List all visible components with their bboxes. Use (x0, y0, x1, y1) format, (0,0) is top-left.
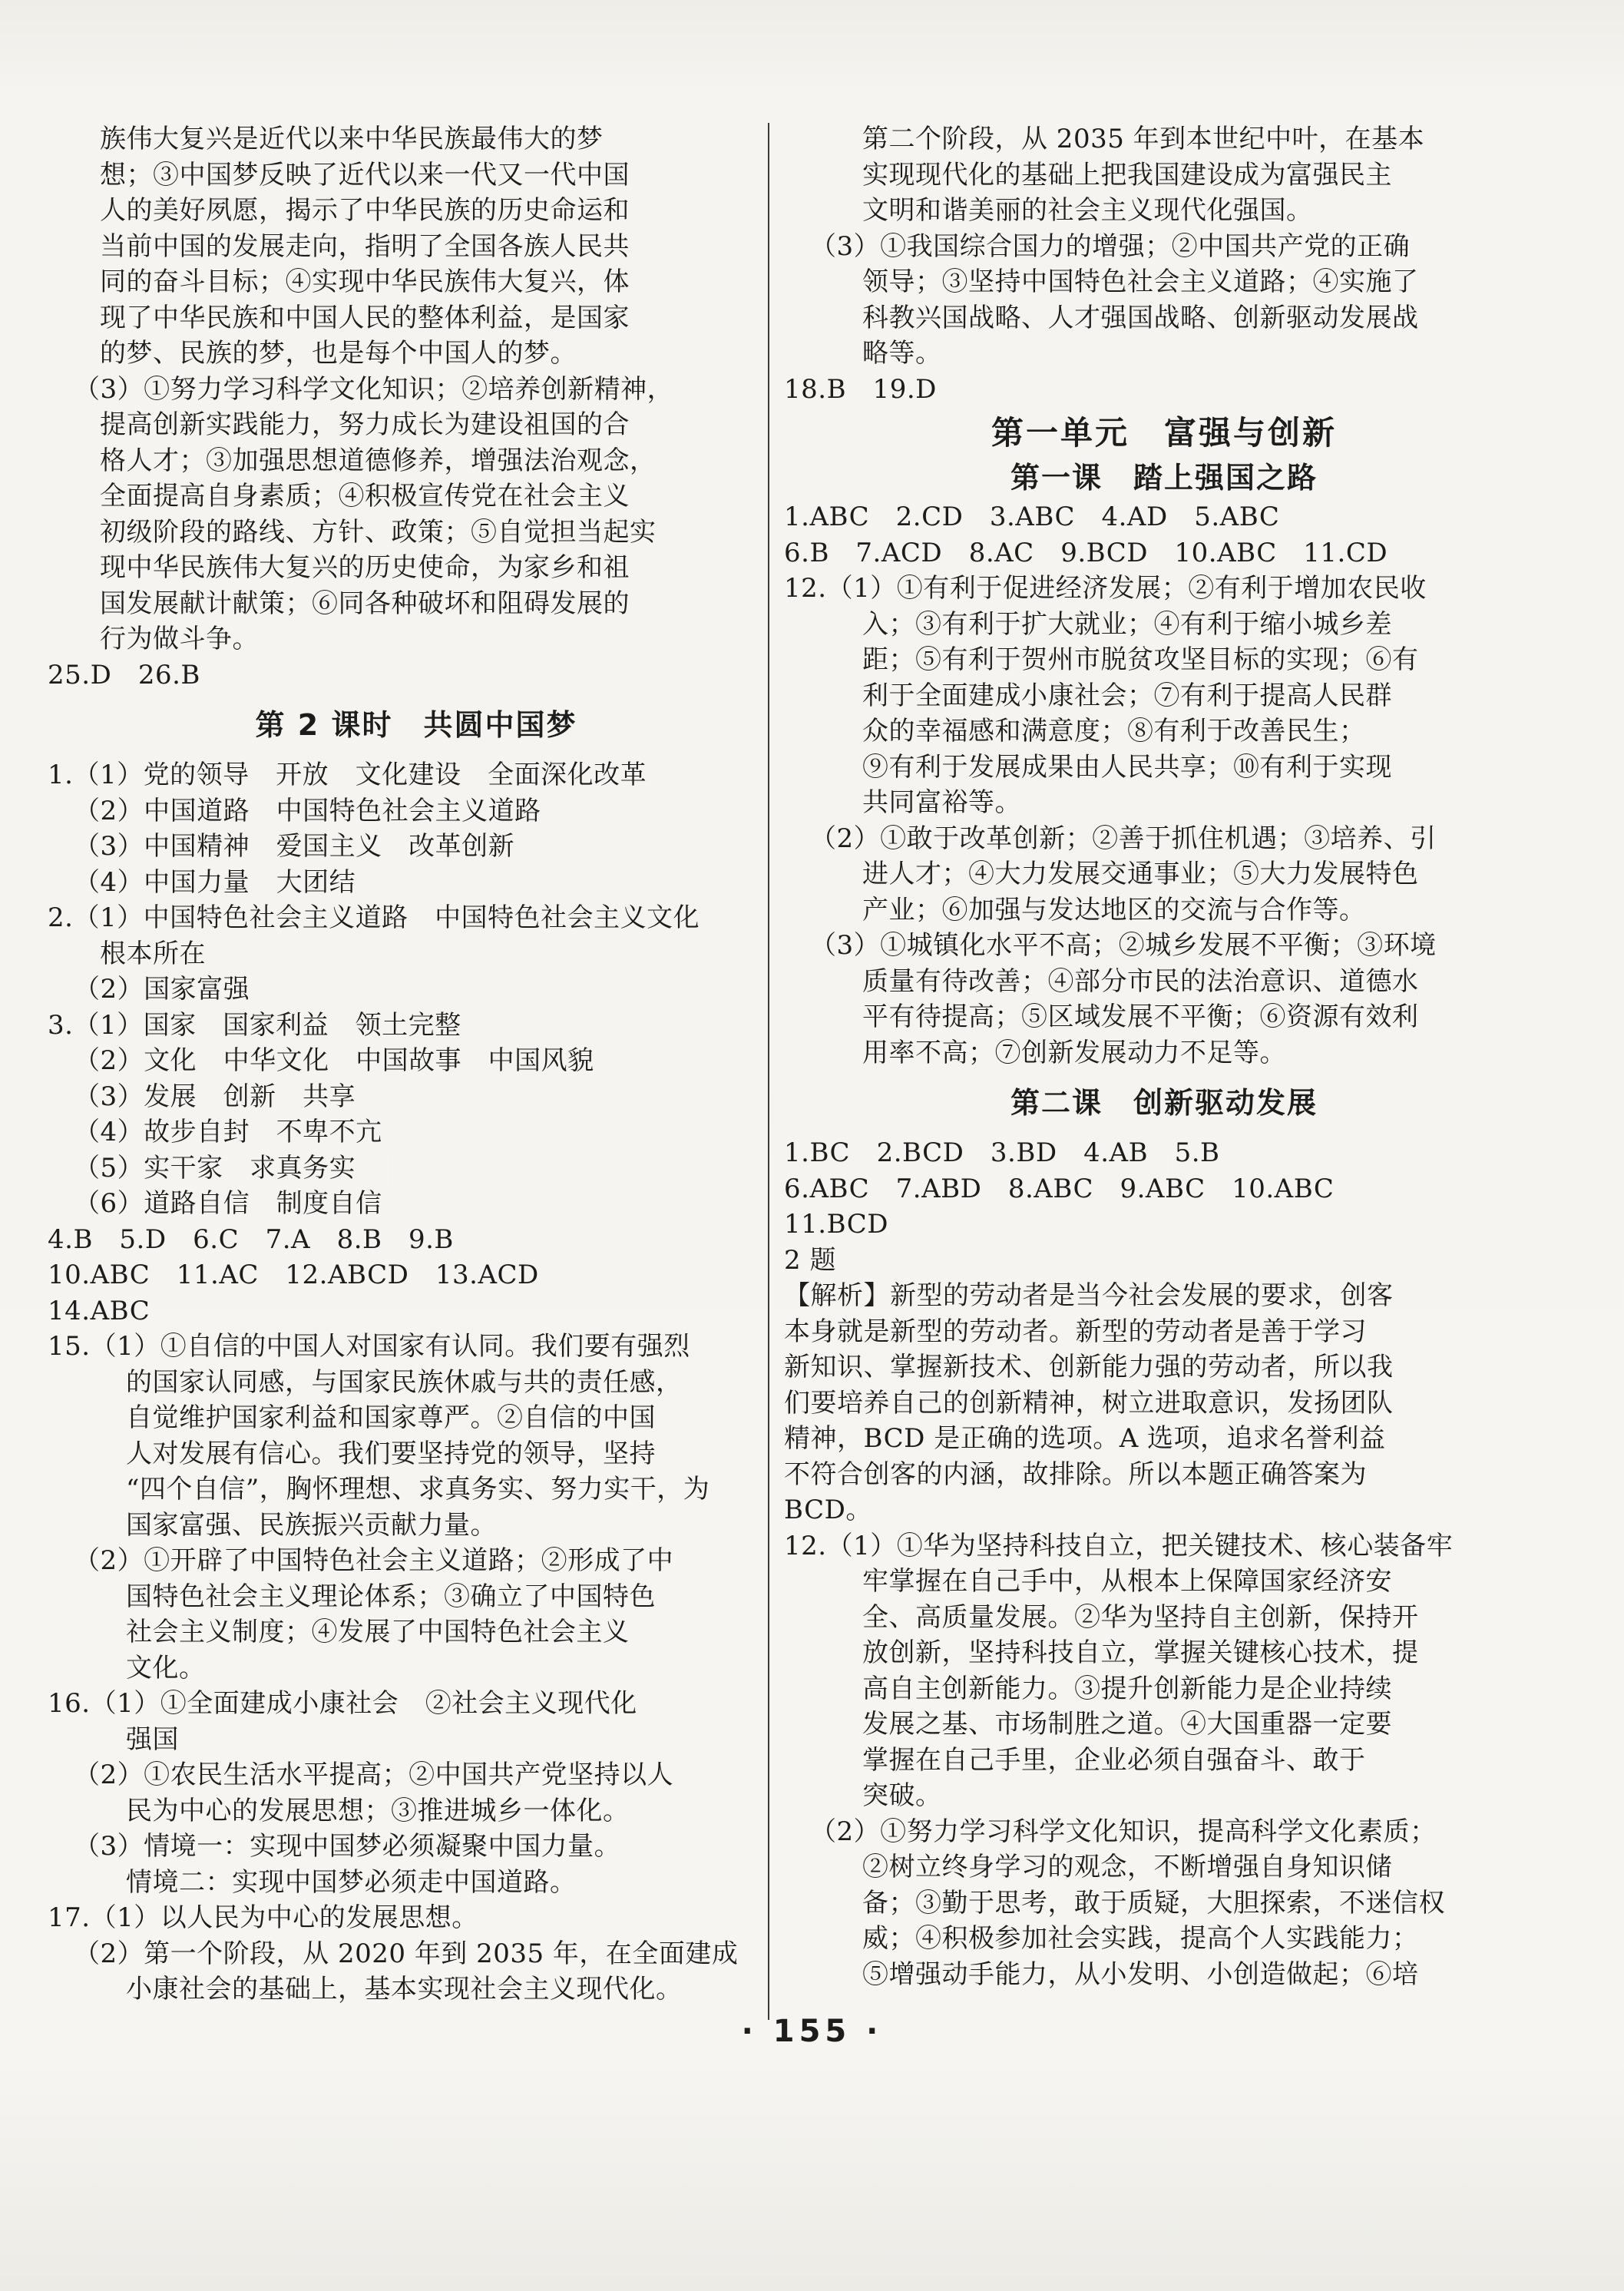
text-line: 放创新，坚持科技自立，掌握关键核心技术，提 (862, 1637, 1419, 1668)
text-line: （3）中国精神 爱国主义 改革创新 (74, 831, 515, 862)
text-line: 的国家认同感，与国家民族休戚与共的责任感， (126, 1366, 683, 1398)
left-column (48, 121, 785, 2008)
text-line: （3）发展 创新 共享 (74, 1081, 356, 1112)
text-line: 2 题 (784, 1244, 836, 1276)
text-line: 6.ABC 7.ABD 8.ABC 9.ABC 10.ABC (784, 1173, 1335, 1204)
section-heading: 第二课 创新驱动发展 (1010, 1086, 1318, 1120)
section-heading: 第一单元 富强与创新 (991, 414, 1337, 452)
text-line: 同的奋斗目标；④实现中华民族伟大复兴，体 (100, 267, 630, 297)
text-line: 想；③中国梦反映了近代以来一代又一代中国 (100, 159, 630, 190)
text-line: 实现现代化的基础上把我国建设成为富强民主 (862, 159, 1392, 190)
text-line: （2）①农民生活水平提高；②中国共产党坚持以人 (74, 1760, 674, 1790)
text-line: 牢掌握在自己手中，从根本上保障国家经济安 (862, 1566, 1392, 1597)
text-line: 情境二：实现中国梦必须走中国道路。 (126, 1866, 577, 1898)
text-line: 小康社会的基础上，基本实现社会主义现代化。 (126, 1974, 683, 2005)
text-line: 当前中国的发展走向，指明了全国各族人民共 (100, 230, 630, 262)
text-line: 入；③有利于扩大就业；④有利于缩小城乡差 (862, 608, 1392, 640)
right-column (784, 121, 1544, 1992)
text-line: （2）中国道路 中国特色社会主义道路 (74, 795, 541, 826)
text-line: 提高创新实践能力，努力成长为建设祖国的合 (100, 409, 630, 440)
text-line: 17.（1）以人民为中心的发展思想。 (48, 1902, 478, 1933)
text-line: 文明和谐美丽的社会主义现代化强国。 (862, 195, 1313, 226)
text-line: 掌握在自己手里，企业必须自强奋斗、敢于 (862, 1744, 1366, 1776)
text-line: 质量有待改善；④部分市民的法治意识、道德水 (862, 965, 1419, 997)
text-line: （2）①努力学习科学文化知识，提高科学文化素质； (810, 1816, 1437, 1847)
text-line: 初级阶段的路线、方针、政策；⑤自觉担当起实 (100, 516, 657, 548)
page-number: · 155 · (741, 2014, 883, 2049)
text-line: 共同富裕等。 (862, 787, 1021, 818)
text-line: ⑤增强动手能力，从小发明、小创造做起；⑥培 (862, 1958, 1419, 1990)
text-line: 文化。 (126, 1652, 206, 1683)
text-line: 距；⑤有利于贺州市脱贫攻坚目标的实现；⑥有 (862, 644, 1419, 675)
text-line: 2.（1）中国特色社会主义道路 中国特色社会主义文化 (48, 902, 700, 933)
text-line: 高自主创新能力。③提升创新能力是企业持续 (862, 1673, 1392, 1704)
text-line: 族伟大复兴是近代以来中华民族最伟大的梦 (100, 124, 604, 154)
text-line: 用率不高；⑦创新发展动力不足等。 (862, 1037, 1286, 1068)
text-line: 人对发展有信心。我们要坚持党的领导，坚持 (126, 1438, 656, 1469)
text-line: 10.ABC 11.AC 12.ABCD 13.ACD (48, 1260, 539, 1290)
text-line: 格人才；③加强思想道德修养，增强法治观念， (100, 445, 657, 476)
text-line: 第二个阶段，从 2035 年到本世纪中叶，在基本 (862, 124, 1425, 154)
text-line: 们要培养自己的创新精神，树立进取意识，发扬团队 (784, 1387, 1394, 1419)
text-line: （4）中国力量 大团结 (74, 866, 356, 898)
text-line: 利于全面建成小康社会；⑦有利于提高人民群 (862, 680, 1392, 711)
text-line: 行为做斗争。 (100, 624, 259, 654)
text-line: （4）故步自封 不卑不亢 (74, 1117, 382, 1147)
text-line: 精神，BCD 是正确的选项。A 选项，追求名誉利益 (784, 1423, 1386, 1454)
text-line: 威；④积极参加社会实践，提高个人实践能力； (862, 1923, 1419, 1954)
text-line: 社会主义制度；④发展了中国特色社会主义 (126, 1617, 630, 1647)
text-line: （2）①开辟了中国特色社会主义道路；②形成了中 (74, 1545, 674, 1576)
text-line: 新知识、掌握新技术、创新能力强的劳动者，所以我 (784, 1352, 1394, 1382)
text-line: 15.（1）①自信的中国人对国家有认同。我们要有强烈 (48, 1331, 690, 1362)
text-line: 科教兴国战略、人才强国战略、创新驱动发展战 (862, 302, 1419, 333)
text-line: （2）第一个阶段，从 2020 年到 2035 年，在全面建成 (74, 1938, 739, 1969)
text-line: （3）①我国综合国力的增强；②中国共产党的正确 (810, 230, 1411, 262)
text-line: 11.BCD (784, 1209, 888, 1240)
text-line: 民为中心的发展思想；③推进城乡一体化。 (126, 1795, 630, 1826)
text-line: 领导；③坚持中国特色社会主义道路；④实施了 (862, 267, 1419, 297)
text-line: 本身就是新型的劳动者。新型的劳动者是善于学习 (784, 1316, 1367, 1347)
text-line: 略等。 (862, 338, 942, 369)
text-line: （2）文化 中华文化 中国故事 中国风貌 (74, 1045, 594, 1076)
text-line: 强国 (126, 1723, 179, 1755)
text-line: （6）道路自信 制度自信 (74, 1188, 382, 1219)
text-line: （2）国家富强 (74, 974, 250, 1005)
text-line: 6.B 7.ACD 8.AC 9.BCD 10.ABC 11.CD (784, 537, 1388, 568)
text-line: 1.ABC 2.CD 3.ABC 4.AD 5.ABC (784, 502, 1280, 532)
text-line: 3.（1）国家 国家利益 领土完整 (48, 1009, 461, 1041)
text-line: 根本所在 (100, 938, 206, 969)
text-line: 众的幸福感和满意度；⑧有利于改善民生； (862, 716, 1366, 747)
text-line: 12.（1）①华为坚持科技自立，把关键技术、核心装备牢 (784, 1530, 1454, 1561)
text-line: 不符合创客的内涵，故排除。所以本题正确答案为 (784, 1458, 1367, 1490)
text-line: 14.ABC (48, 1295, 150, 1326)
text-line: 18.B 19.D (784, 373, 937, 405)
text-line: （5）实干家 求真务实 (74, 1152, 356, 1184)
text-line: 自觉维护国家利益和国家尊严。②自信的中国 (126, 1402, 656, 1433)
text-line: 产业；⑥加强与发达地区的交流与合作等。 (862, 894, 1366, 925)
text-line: 4.B 5.D 6.C 7.A 8.B 9.B (48, 1223, 454, 1255)
text-line: “四个自信”，胸怀理想、求真务实、努力实干，为 (126, 1474, 710, 1505)
text-line: BCD。 (784, 1495, 872, 1525)
text-line: （3）①努力学习科学文化知识；②培养创新精神， (74, 373, 674, 405)
section-heading: 第 2 课时 共圆中国梦 (255, 708, 577, 742)
text-line: 现中华民族伟大复兴的历史使命，为家乡和祖 (100, 552, 630, 583)
text-line: ②树立终身学习的观念，不断增强自身知识储 (862, 1852, 1392, 1882)
text-line: 1.（1）党的领导 开放 文化建设 全面深化改革 (48, 760, 647, 790)
text-line: 全、高质量发展。②华为坚持自主创新，保持开 (862, 1601, 1419, 1633)
text-line: 全面提高自身素质；④积极宣传党在社会主义 (100, 481, 630, 512)
text-line: （3）情境一：实现中国梦必须凝聚中国力量。 (74, 1831, 621, 1862)
text-line: 16.（1）①全面建成小康社会 ②社会主义现代化 (48, 1688, 637, 1719)
text-line: 突破。 (862, 1780, 942, 1811)
column-divider (768, 123, 769, 2020)
text-line: 1.BC 2.BCD 3.BD 4.AB 5.B (784, 1137, 1220, 1168)
text-line: 人的美好夙愿，揭示了中华民族的历史命运和 (100, 195, 630, 226)
text-line: 国特色社会主义理论体系；③确立了中国特色 (126, 1581, 656, 1612)
text-line: 国家富强、民族振兴贡献力量。 (126, 1509, 497, 1541)
text-line: 12.（1）①有利于促进经济发展；②有利于增加农民收 (784, 573, 1427, 604)
text-line: 发展之基、市场制胜之道。④大国重器一定要 (862, 1709, 1392, 1740)
text-line: 平有待提高；⑤区域发展不平衡；⑥资源有效利 (862, 1001, 1419, 1032)
text-line: （3）①城镇化水平不高；②城乡发展不平衡；③环境 (810, 930, 1437, 961)
text-line: 【解析】新型的劳动者是当今社会发展的要求，创客 (784, 1280, 1394, 1311)
text-line: 进人才；④大力发展交通事业；⑤大力发展特色 (862, 859, 1419, 889)
text-line: ⑨有利于发展成果由人民共享；⑩有利于实现 (862, 751, 1392, 783)
text-line: 的梦、民族的梦，也是每个中国人的梦。 (100, 338, 577, 369)
text-line: 国发展献计献策；⑥同各种破坏和阻碍发展的 (100, 588, 630, 619)
text-line: 备；③勤于思考，敢于质疑，大胆探索，不迷信权 (862, 1887, 1445, 1919)
section-heading: 第一课 踏上强国之路 (1010, 461, 1318, 495)
text-line: 现了中华民族和中国人民的整体利益，是国家 (100, 302, 630, 333)
text-line: 25.D 26.B (48, 659, 200, 690)
text-line: （2）①敢于改革创新；②善于抓住机遇；③培养、引 (810, 823, 1437, 854)
